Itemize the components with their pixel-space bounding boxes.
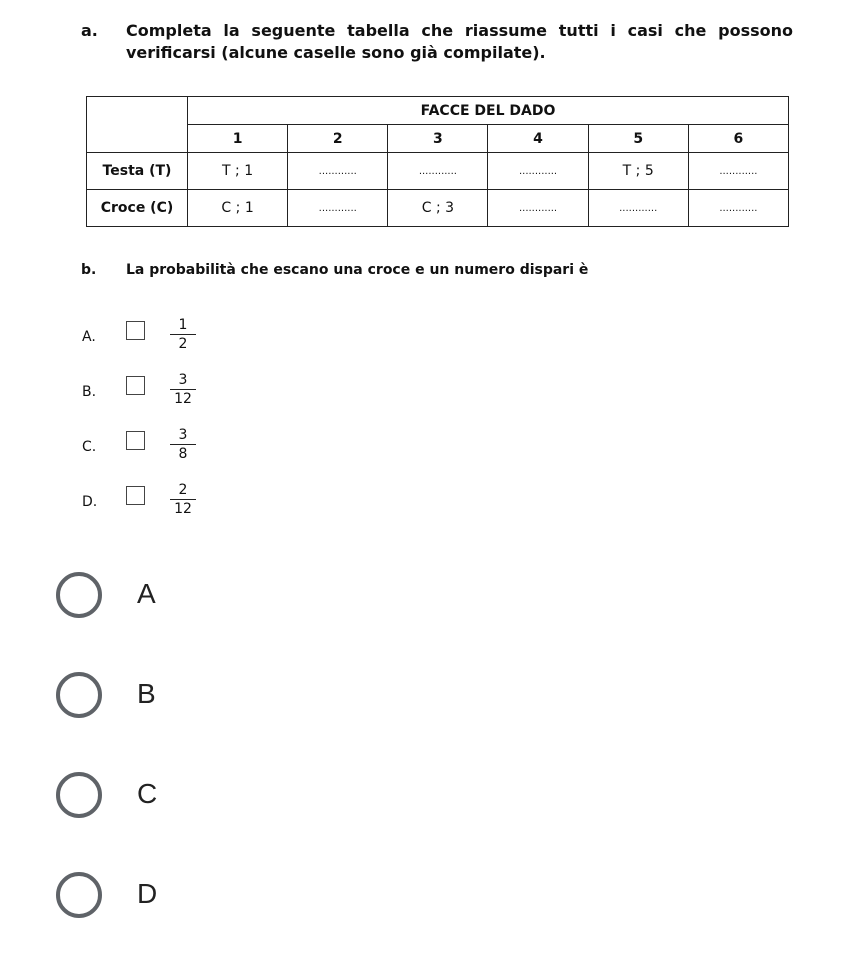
fraction-denominator: 12 <box>174 391 192 407</box>
radio-button-a[interactable] <box>56 572 102 618</box>
fraction-numerator: 2 <box>170 482 196 500</box>
table-cell: ............ <box>288 190 388 227</box>
question-b-letter: b. <box>81 262 97 278</box>
face-header: 1 <box>188 125 288 153</box>
row-label: Testa (T) <box>87 153 188 190</box>
question-b-text: La probabilità che escano una croce e un numero dispari è <box>126 262 589 278</box>
radio-button-b[interactable] <box>56 672 102 718</box>
option-letter: D. <box>82 494 98 510</box>
table-cell: T ; 5 <box>588 153 688 190</box>
checkbox-icon <box>126 376 145 395</box>
table-header-title: FACCE DEL DADO <box>188 97 789 125</box>
fraction-numerator: 3 <box>170 372 196 390</box>
table-cell: ............ <box>588 190 688 227</box>
table-corner-cell <box>87 97 188 153</box>
option-letter: C. <box>82 439 97 455</box>
radio-button-c[interactable] <box>56 772 102 818</box>
table-cell: C ; 1 <box>188 190 288 227</box>
row-label: Croce (C) <box>87 190 188 227</box>
radio-button-d[interactable] <box>56 872 102 918</box>
question-a <box>81 20 793 64</box>
table-cell: T ; 1 <box>188 153 288 190</box>
table-cell: ............ <box>488 153 588 190</box>
answer-label[interactable]: D <box>137 878 158 909</box>
fraction <box>170 372 196 407</box>
table-cell: ............ <box>688 190 788 227</box>
fraction-denominator: 2 <box>178 336 188 352</box>
fraction-denominator: 8 <box>178 446 188 462</box>
table-cell: ............ <box>288 153 388 190</box>
table-cell: ............ <box>688 153 788 190</box>
dice-table <box>86 96 789 227</box>
question-a-text: Completa la seguente tabella che riassume tutti i casi che possono verificarsi (alcune caselle sono già compilate). <box>126 21 793 62</box>
checkbox-icon <box>126 321 145 340</box>
table-row <box>87 190 789 227</box>
fraction <box>170 317 196 352</box>
checkbox-icon <box>126 431 145 450</box>
face-header: 4 <box>488 125 588 153</box>
fraction <box>170 482 196 517</box>
fraction <box>170 427 196 462</box>
option-letter: A. <box>82 329 96 345</box>
answer-label[interactable]: C <box>137 778 158 809</box>
answer-label[interactable]: A <box>137 578 156 609</box>
face-header: 2 <box>288 125 388 153</box>
face-header: 3 <box>388 125 488 153</box>
answer-label[interactable]: B <box>137 678 156 709</box>
question-a-letter: a. <box>81 21 98 40</box>
table-cell: ............ <box>488 190 588 227</box>
question-b <box>81 262 588 278</box>
table-cell: ............ <box>388 153 488 190</box>
fraction-numerator: 1 <box>170 317 196 335</box>
fraction-numerator: 3 <box>170 427 196 445</box>
checkbox-icon <box>126 486 145 505</box>
face-header: 6 <box>688 125 788 153</box>
table-cell: C ; 3 <box>388 190 488 227</box>
option-letter: B. <box>82 384 97 400</box>
face-header: 5 <box>588 125 688 153</box>
table-row <box>87 153 789 190</box>
fraction-denominator: 12 <box>174 501 192 517</box>
